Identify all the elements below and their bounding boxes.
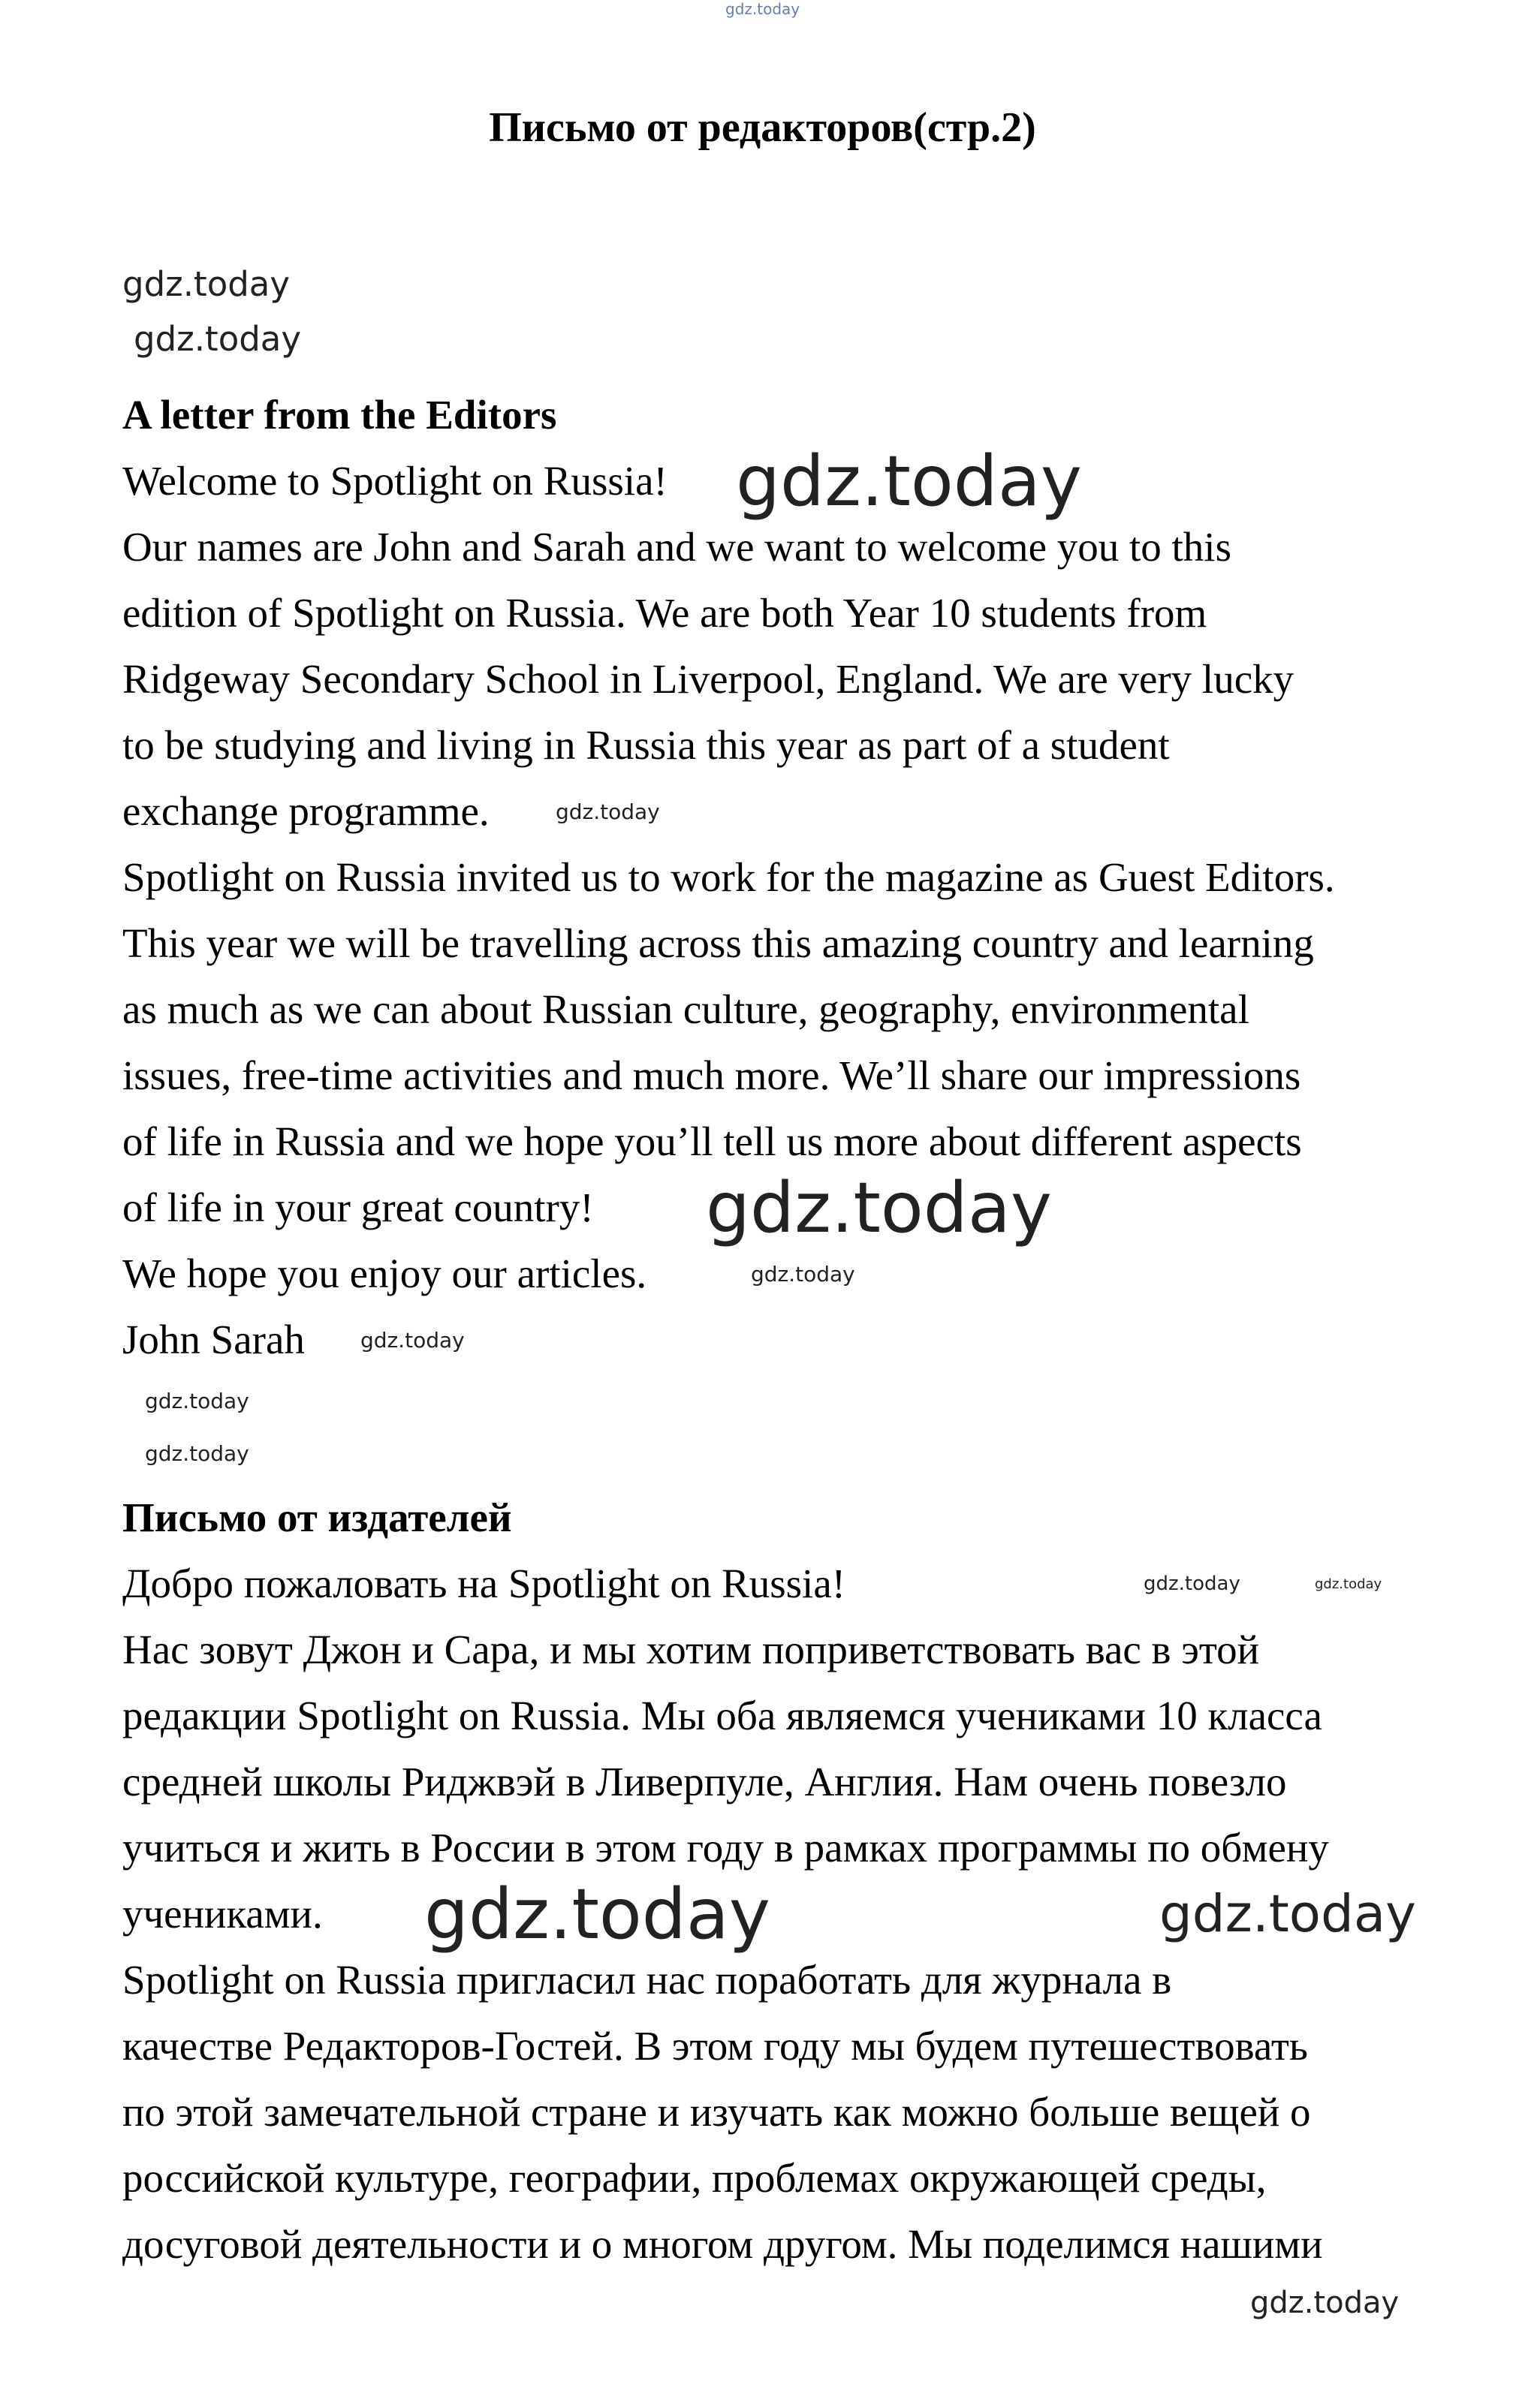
watermark: gdz.today [1144, 1573, 1240, 1595]
text-line: John Sarah [122, 1317, 305, 1362]
english-heading: A letter from the Editors [122, 392, 557, 438]
text-line: досуговой деятельности и о многом другом. Мы поделимся нашими [122, 2221, 1323, 2267]
text-line: по этой замечательной стране и изучать как можно больше вещей о [122, 2089, 1311, 2135]
watermark: gdz.today [725, 0, 800, 18]
text-line: exchange programme. [122, 788, 490, 834]
text-line: Ridgeway Secondary School in Liverpool, England. We are very lucky [122, 656, 1294, 702]
text-line: We hope you enjoy our articles. [122, 1251, 647, 1296]
watermark: gdz.today [145, 1441, 249, 1466]
watermark: gdz.today [424, 1874, 770, 1955]
text-line: Spotlight on Russia пригласил нас поработать для журнала в [122, 1957, 1172, 2003]
watermark: gdz.today [1315, 1576, 1382, 1592]
text-line: российской культуре, географии, проблемах окружающей среды, [122, 2155, 1267, 2201]
text-line: учиться и жить в России в этом году в рамках программы по обмену [122, 1825, 1329, 1871]
watermark: gdz.today [556, 799, 660, 824]
text-line: of life in Russia and we hope you’ll tell us more about different aspects [122, 1118, 1302, 1164]
watermark: gdz.today [1250, 2286, 1400, 2320]
text-line: as much as we can about Russian culture, geography, environmental [122, 986, 1249, 1032]
russian-letter [122, 1485, 1489, 2277]
text-line: Добро пожаловать на Spotlight on Russia! [122, 1561, 846, 1606]
text-line: issues, free-time activities and much more. We’ll share our impressions [122, 1052, 1301, 1098]
text-line: edition of Spotlight on Russia. We are both Year 10 students from [122, 590, 1207, 636]
watermark: gdz.today [360, 1328, 465, 1353]
watermark: gdz.today [706, 1167, 1052, 1248]
text-line: учениками. [122, 1891, 323, 1937]
text-line: Welcome to Spotlight on Russia! [122, 458, 668, 504]
page-title: Письмо от редакторов(стр.2) [489, 104, 1036, 151]
text-line: Spotlight on Russia invited us to work for the magazine as Guest Editors. [122, 854, 1335, 900]
watermark: gdz.today [122, 264, 291, 304]
text-line: средней школы Риджвэй в Ливерпуле, Англия. Нам очень повезло [122, 1759, 1287, 1804]
watermark: gdz.today [134, 319, 302, 359]
text-line: качестве Редакторов-Гостей. В этом году мы будем путешествовать [122, 2023, 1308, 2069]
watermark: gdz.today [145, 1389, 249, 1413]
text-line: Нас зовут Джон и Сара, и мы хотим поприветствовать вас в этой [122, 1627, 1260, 1672]
text-line: This year we will be travelling across this amazing country and learning [122, 920, 1314, 966]
text-line: редакции Spotlight on Russia. Мы оба являемся учениками 10 класса [122, 1693, 1322, 1738]
russian-heading: Письмо от издателей [122, 1494, 512, 1540]
watermark: gdz.today [751, 1262, 855, 1287]
watermark: gdz.today [736, 441, 1082, 522]
text-line: Our names are John and Sarah and we want to welcome you to this [122, 524, 1231, 570]
watermark: gdz.today [1159, 1884, 1416, 1944]
text-line: to be studying and living in Russia this year as part of a student [122, 722, 1170, 768]
text-line: of life in your great country! [122, 1184, 594, 1230]
